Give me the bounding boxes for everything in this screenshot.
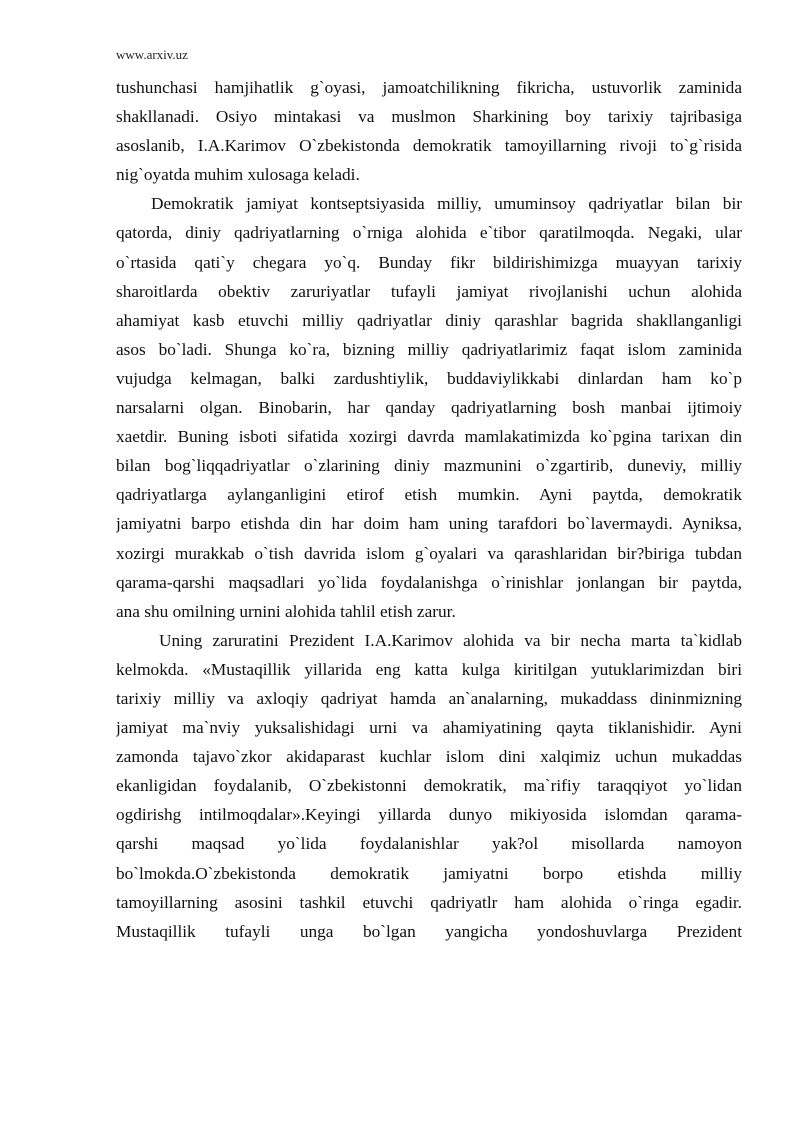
text-line: vujudga kelmagan, balki zardushtiylik, buddaviylikkabi dinlardan ham ko`p (116, 368, 742, 388)
text-line: Mustaqillik tufayli unga bo`lgan yangicha yondoshuvlarga Prezident (116, 921, 742, 941)
text-line: qatorda, diniy qadriyatlarning o`rniga alohida e`tibor qaratilmoqda. Negaki, ular (116, 223, 742, 243)
text-line: Demokratik jamiyat kontseptsiyasida milliy, umuminsoy qadriyatlar bilan bir (151, 194, 742, 214)
text-line: narsalarni olgan. Binobarin, har qanday qadriyatlarning bosh manbai ijtimoiy (116, 398, 742, 418)
text-line: kelmokda. «Mustaqillik yillarida eng katta kulga kiritilgan yutuklarimizdan biri (116, 659, 742, 679)
text-line: sharoitlarda obektiv zaruriyatlar tufayli jamiyat rivojlanishi uchun alohida (116, 281, 742, 301)
text-line: asoslanib, I.A.Karimov O`zbekistonda demokratik tamoyillarning rivoji to`g`risida (116, 136, 742, 156)
text-line: ekanligidan foydalanib, O`zbekistonni demokratik, ma`rifiy taraqqiyot yo`lidan (116, 776, 742, 796)
text-line: qarshi maqsad yo`lida foydalanishlar yak?ol misollarda namoyon (116, 834, 742, 854)
text-line: jamiyat ma`nviy yuksalishidagi urni va ahamiyatining qayta tiklanishidir. Ayni (116, 718, 742, 738)
text-line: shakllanadi. Osiyo mintakasi va muslmon Sharkining boy tarixiy tajribasiga (116, 107, 742, 127)
text-line: qarama-qarshi maqsadlari yo`lida foydalanishga o`rinishlar jonlangan bir paytda, (116, 572, 742, 592)
text-line: tushunchasi hamjihatlik g`oyasi, jamoatchilikning fikricha, ustuvorlik zaminida (116, 78, 742, 97)
text-line: qadriyatlarga aylanganligini etirof etish mumkin. Ayni paytda, demokratik (116, 485, 742, 505)
text-line: ogdirishg intilmoqdalar».Keyingi yillarda dunyo mikiyosida islomdan qarama- (116, 805, 742, 825)
text-line: tamoyillarning asosini tashkil etuvchi qadriyatlr ham alohida o`ringa egadir. (116, 892, 742, 912)
text-line: bo`lmokda.O`zbekistonda demokratik jamiyatni borpo etishda milliy (116, 863, 742, 883)
text-line: Uning zaruratini Prezident I.A.Karimov alohida va bir necha marta ta`kidlab (159, 630, 742, 650)
text-line: zamonda tajavo`zkor akidaparast kuchlar islom dini xalqimiz uchun mukaddas (116, 747, 742, 767)
text-line: asos bo`ladi. Shunga ko`ra, bizning milliy qadriyatlarimiz faqat islom zaminida (116, 339, 742, 359)
document-body (116, 73, 742, 946)
text-line: jamiyatni barpo etishda din har doim ham uning tarafdori bo`lavermaydi. Ayniksa, (116, 514, 742, 534)
text-line: o`rtasida qati`y chegara yo`q. Bunday fikr bildirishimizga muayyan tarixiy (116, 252, 742, 272)
text-line: xaetdir. Buning isboti sifatida xozirgi davrda mamlakatimizda ko`pgina tarixan din (116, 427, 742, 447)
text-line: ahamiyat kasb etuvchi milliy qadriyatlar diniy qarashlar bagrida shakllanganligi (116, 310, 742, 330)
site-header[interactable]: www.arxiv.uz (116, 47, 188, 62)
text-line: ana shu omilning urnini alohida tahlil etish zarur. (116, 601, 456, 621)
text-line: xozirgi murakkab o`tish davrida islom g`oyalari va qarashlaridan bir?biriga tubdan (116, 543, 742, 563)
text-line: tarixiy milliy va axloqiy qadriyat hamda an`analarning, mukaddass dininmizning (116, 688, 742, 708)
text-line: bilan bog`liqqadriyatlar o`zlarining diniy mazmunini o`zgartirib, duneviy, milliy (116, 456, 742, 476)
text-line: nig`oyatda muhim xulosaga keladi. (116, 165, 360, 185)
